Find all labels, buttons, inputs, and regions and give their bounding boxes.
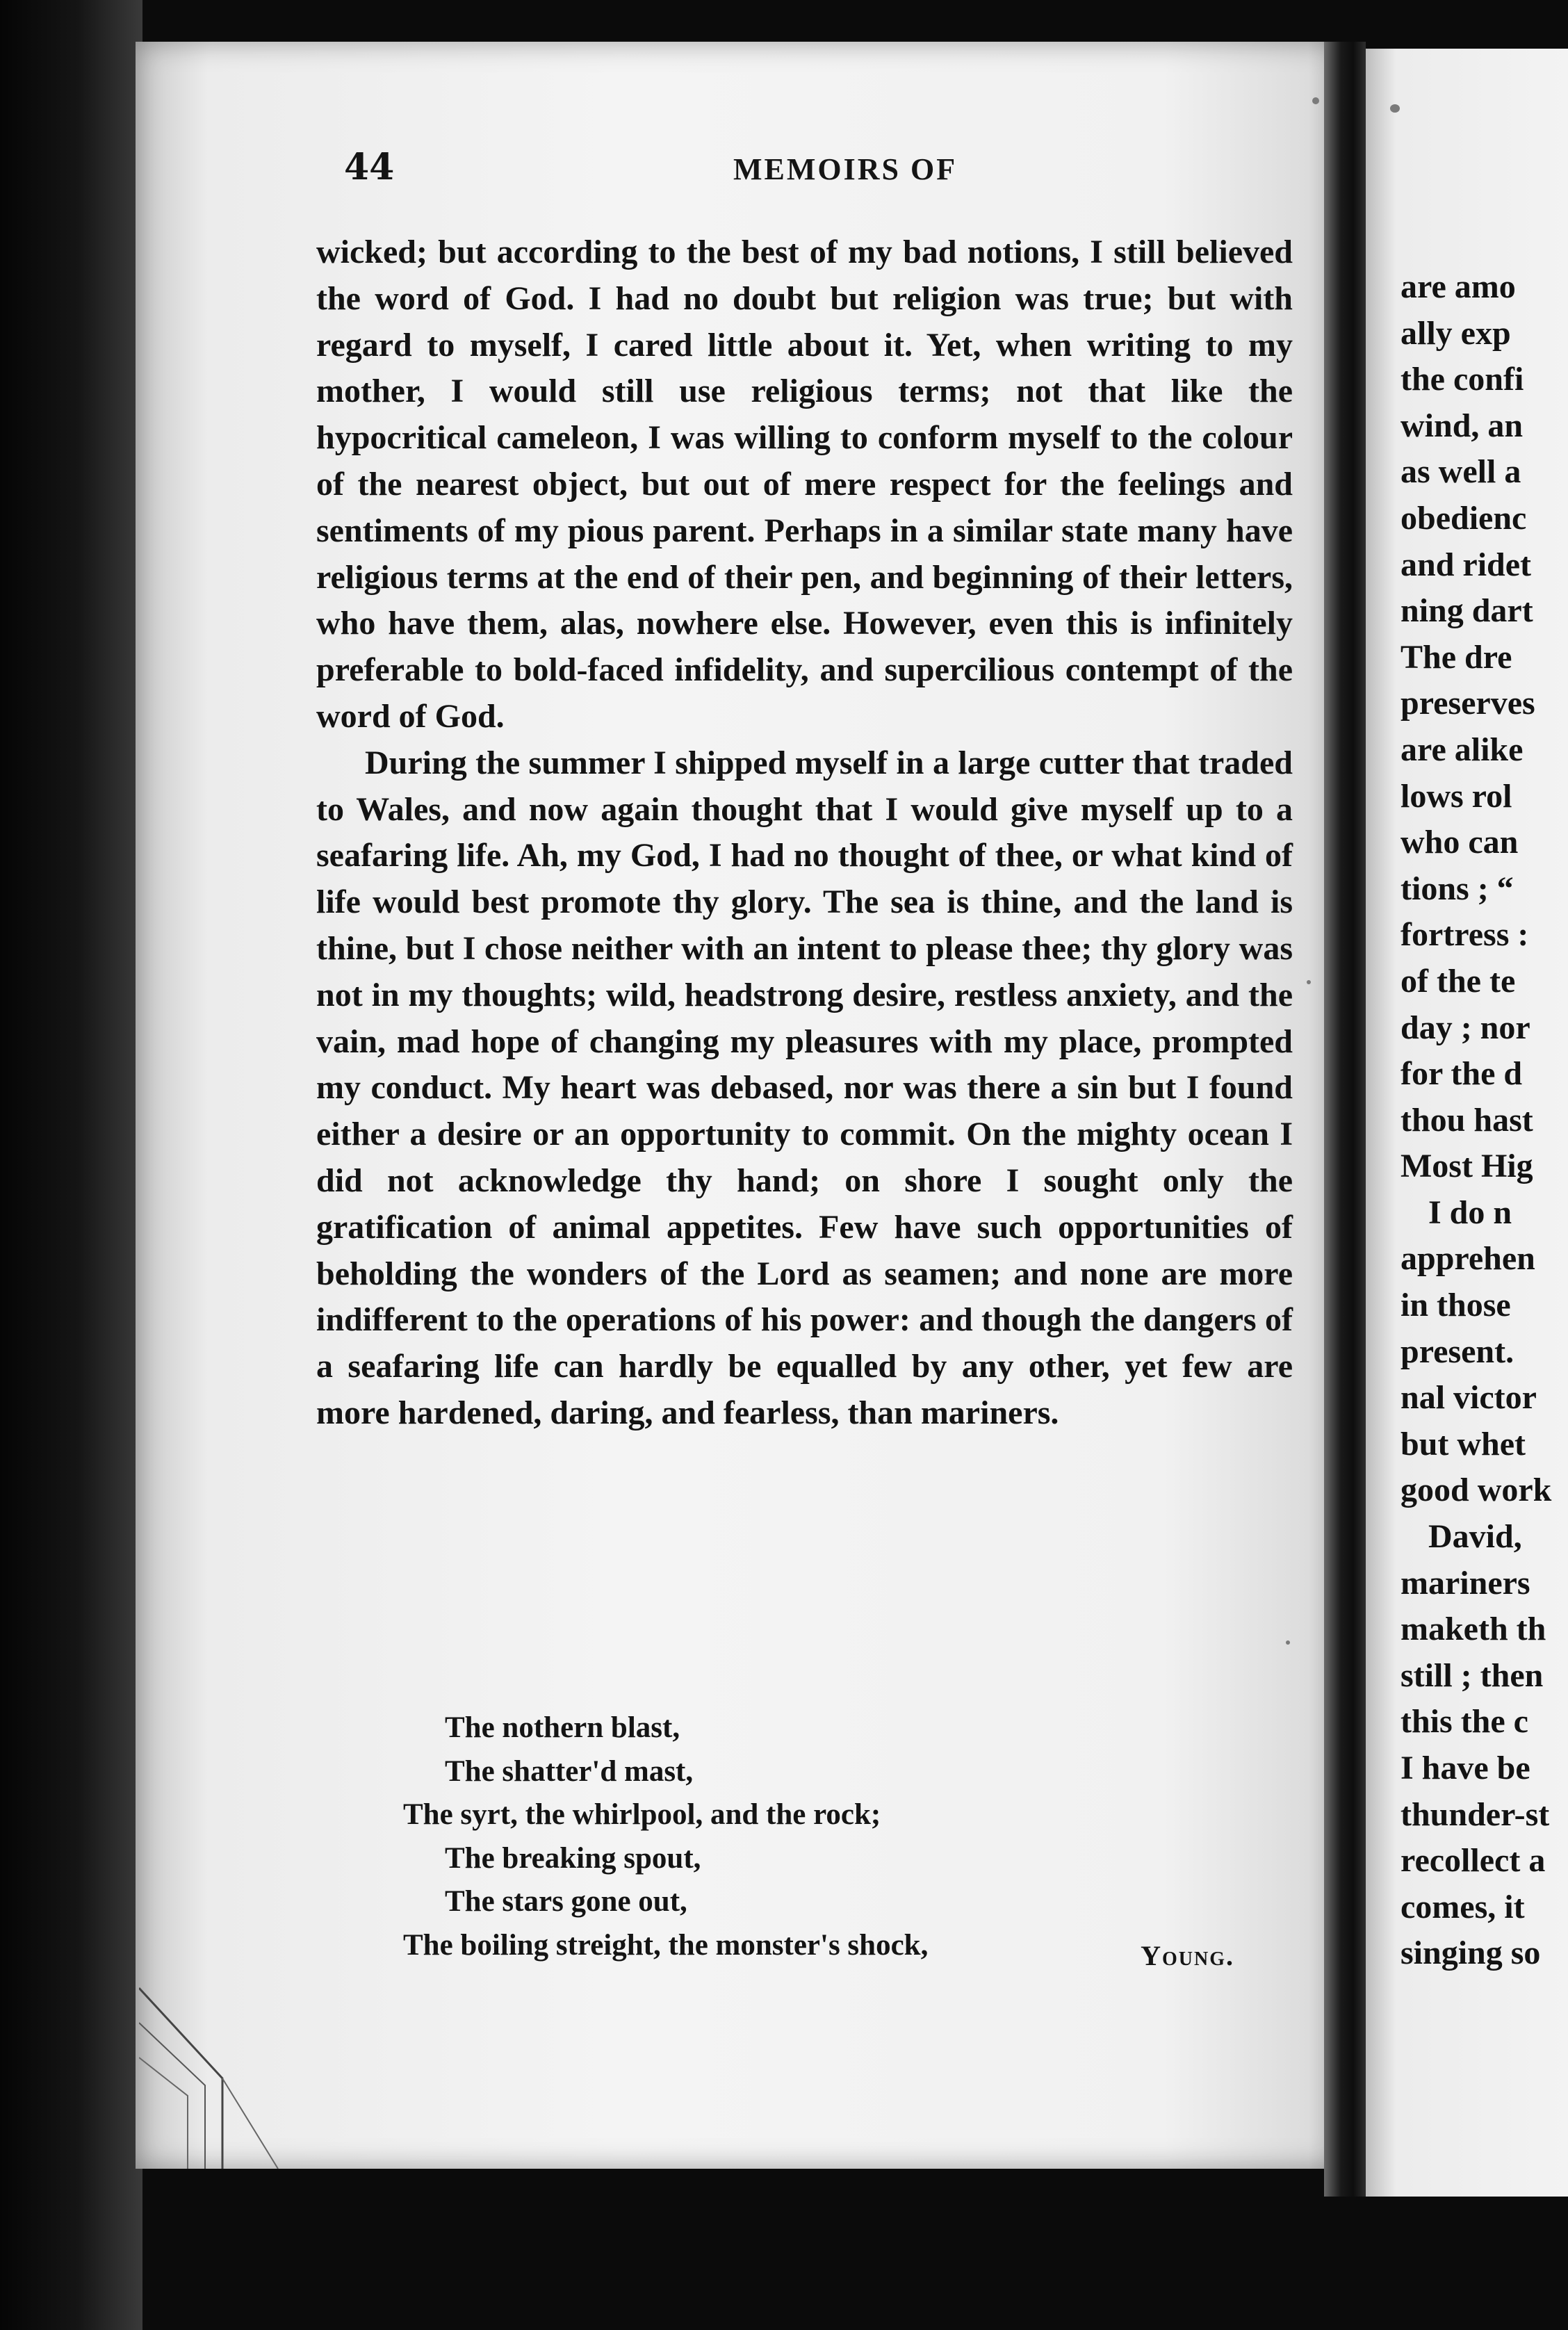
facing-line: ning dart (1400, 592, 1533, 630)
facing-line: but whet (1400, 1425, 1526, 1463)
scan-left-edge (0, 0, 142, 2330)
facing-line: good work (1400, 1472, 1552, 1509)
facing-line: and ridet (1400, 546, 1532, 583)
facing-line: for the d (1400, 1055, 1523, 1093)
facing-line: the confi (1400, 361, 1524, 398)
verse-line: The breaking spout, (445, 1841, 701, 1875)
facing-line: The dre (1400, 638, 1512, 676)
paper-speck (1307, 980, 1311, 984)
page-number: 44 (344, 146, 395, 188)
facing-line: lows rol (1400, 777, 1512, 815)
facing-line: Most Hig (1400, 1148, 1533, 1185)
facing-line: are alike (1400, 731, 1524, 768)
facing-line: day ; nor (1400, 1009, 1530, 1046)
body-text (316, 229, 1293, 1437)
verse-line: The stars gone out, (445, 1885, 687, 1918)
facing-line: this the c (1400, 1703, 1528, 1741)
facing-line: I have be (1400, 1750, 1530, 1786)
verse-quotation (403, 1706, 1293, 1967)
folded-corner-crease (139, 1960, 306, 2169)
facing-line: singing so (1400, 1934, 1541, 1972)
verse-line: The syrt, the whirlpool, and the rock; (403, 1798, 881, 1831)
facing-line: thunder-st (1400, 1795, 1550, 1833)
paragraph: wicked; but according to the best of my bad notions, I still believed the word of God. I had no doubt but religion was true; but with regard to myself, I cared little about it. Yet, when writing to my mother, I would still use religious terms; not that like the hypocritical cameleon, I was willing to conform myself to the colour of the nearest object, but out of mere respect for the feelings and sentiments of my pious parent. Perhaps in a similar state many have religious terms at the end of their pen, and beginning of their letters, who have them, alas, nowhere else. However, even this is infinitely preferable to bold-faced infidelity, and supercilious contempt of the word of God. (316, 234, 1293, 735)
facing-line: of the te (1400, 962, 1516, 1000)
facing-line: preserves (1400, 685, 1535, 722)
facing-line: wind, an (1400, 407, 1524, 444)
facing-line: obedienc (1400, 499, 1527, 537)
facing-line: David, (1428, 1518, 1522, 1556)
running-head: MEMOIRS OF (733, 152, 958, 186)
paper-speck (1312, 97, 1319, 104)
verse-line: The boiling streight, the monster's shock, (403, 1928, 929, 1962)
facing-line: ally exp (1400, 314, 1511, 352)
facing-line: apprehen (1400, 1240, 1535, 1278)
paper-speck (1390, 104, 1400, 113)
facing-line: mariners (1400, 1564, 1530, 1602)
facing-page-text (1400, 264, 1568, 1977)
page-header (327, 146, 1293, 195)
facing-line: are amo (1400, 268, 1516, 305)
facing-line: who can (1400, 824, 1519, 861)
book-gutter (1324, 42, 1366, 2197)
facing-line: fortress : (1400, 916, 1529, 954)
facing-line: thou hast (1400, 1101, 1533, 1139)
facing-line: in those (1400, 1287, 1511, 1324)
facing-line: I do n (1428, 1193, 1512, 1231)
paragraph: During the summer I shipped myself in a large cutter that traded to Wales, and now again thought that I would give myself up to a seafaring life. Ah, my God, I had no thought of thee, or what kind of life would best promote thy glory. The sea is thine, and the land is thine, but I chose neither with an intent to please thee; thy glory was not in my thoughts; wild, headstrong desire, restless anxiety, and the vain, mad hope of changing my pleasures with my place, prompted my conduct. My heart was debased, nor was there a sin but I found either a desire or an opportunity to commit. On the mighty ocean I did not acknowledge thy hand; on shore I sought only the gratification of animal appetites. Few have such opportunities of beholding the wonders of the Lord as seamen; and none are more indifferent to the operations of his power: and though the dangers of a seafaring life can hardly be equalled by any other, yet few are more hardened, daring, and fearless, than mariners. (316, 744, 1293, 1431)
facing-line: as well a (1400, 453, 1521, 491)
facing-line: nal victor (1400, 1379, 1537, 1417)
facing-line: present. (1400, 1333, 1514, 1370)
facing-line: maketh th (1400, 1611, 1546, 1648)
facing-line: comes, it (1400, 1888, 1525, 1925)
verse-attribution: Young. (1141, 1940, 1234, 1971)
verse-line: The nothern blast, (445, 1711, 680, 1744)
verse-line: The shatter'd mast, (445, 1754, 694, 1788)
paper-speck (1286, 1640, 1290, 1645)
facing-line: tions ; “ (1400, 870, 1514, 907)
facing-line: recollect a (1400, 1842, 1546, 1880)
facing-line: still ; then (1400, 1656, 1544, 1694)
